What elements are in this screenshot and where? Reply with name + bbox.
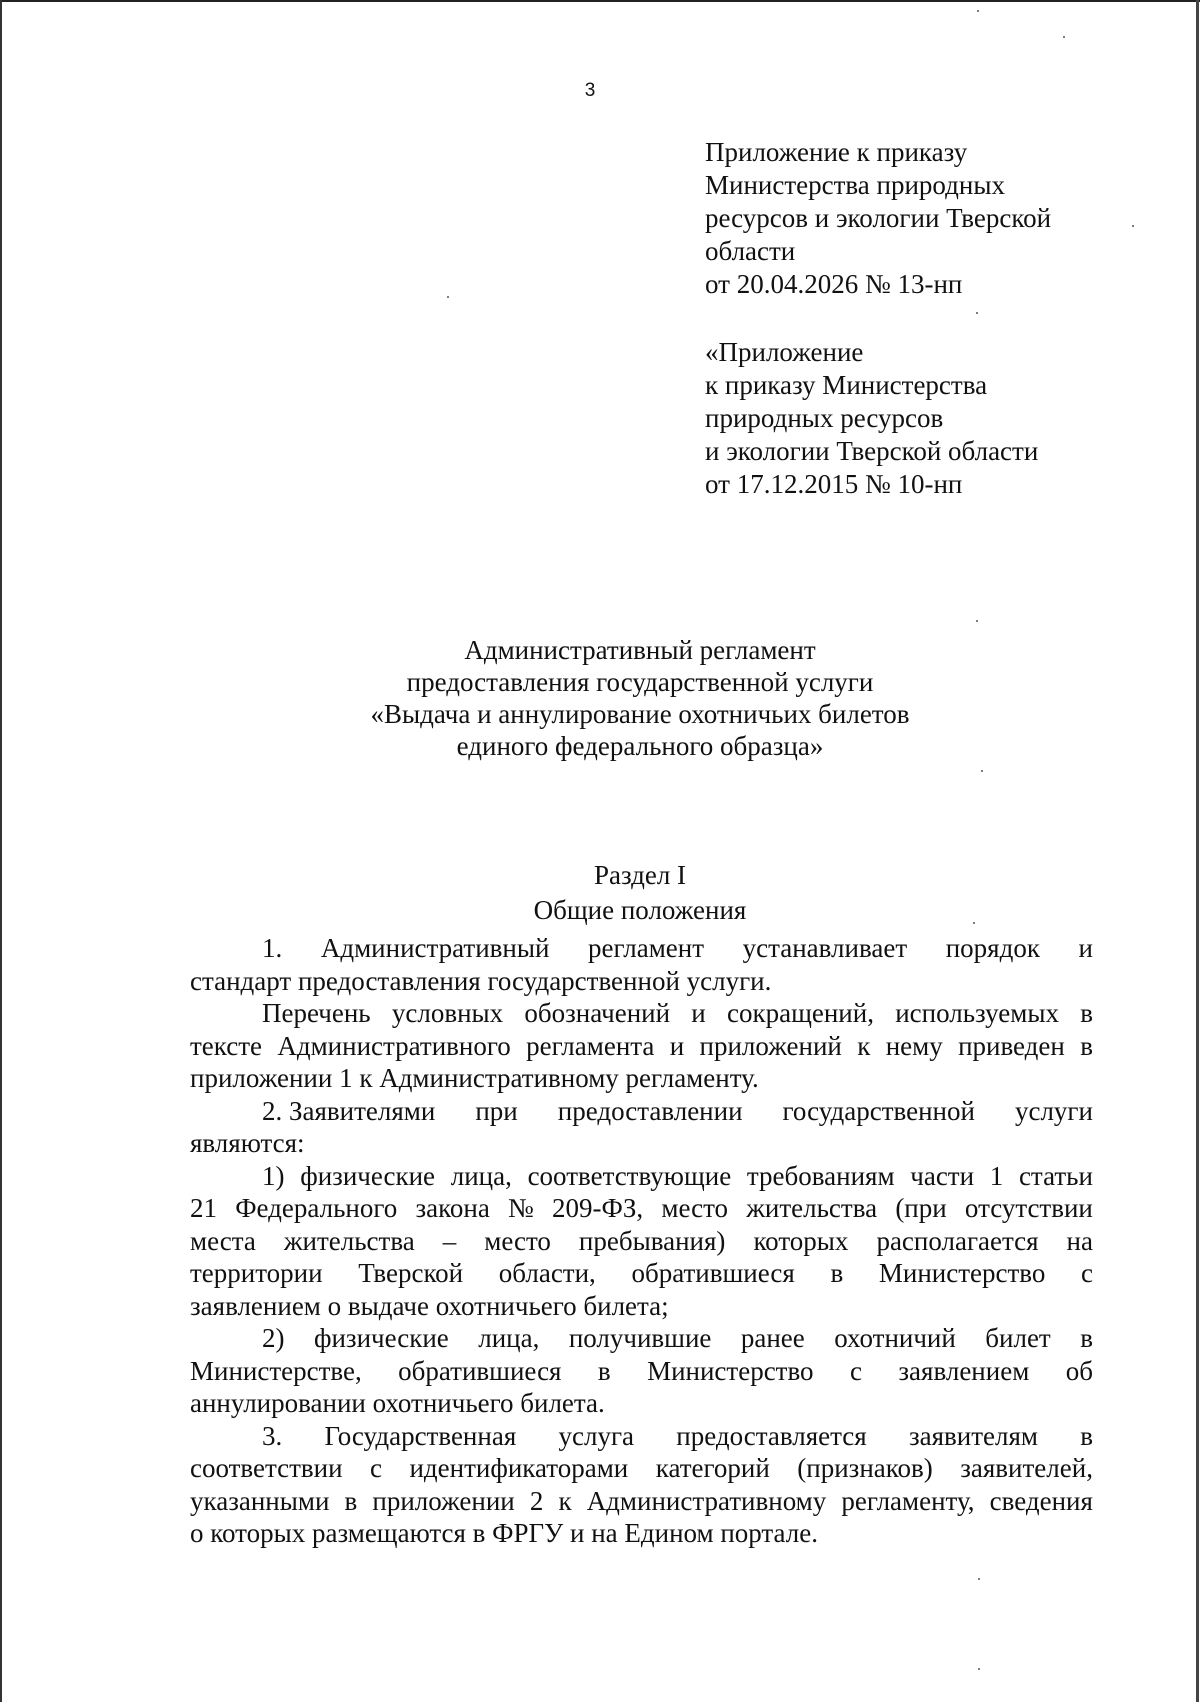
scan-speck: [977, 10, 979, 12]
body-word: жительства: [746, 1193, 878, 1223]
body-word: в: [597, 1355, 611, 1386]
body-line: [190, 1160, 1093, 1193]
body-word: стандарт предоставления государственной услуги.: [190, 965, 772, 996]
scan-edge-right: [1196, 0, 1199, 1702]
body-word: 1): [262, 1160, 285, 1191]
body-word: сокращений,: [726, 998, 874, 1028]
body-word: и: [1078, 933, 1093, 963]
scan-speck: [978, 1578, 980, 1580]
body-word: с: [370, 1453, 383, 1483]
body-word: области,: [498, 1258, 596, 1288]
body-word: Тверской: [358, 1258, 464, 1288]
body-word: 209-ФЗ,: [552, 1193, 644, 1223]
body-word: билет: [985, 1323, 1051, 1353]
body-word: условных: [391, 998, 504, 1028]
body-line: [190, 1322, 1093, 1355]
body-word: пребывания): [578, 1225, 726, 1256]
appendix-original-line: «Приложение: [705, 337, 864, 367]
body-word: заявителям: [908, 1420, 1038, 1451]
title-line: Административный регламент: [464, 635, 816, 665]
body-word: №: [508, 1193, 534, 1223]
body-word: (при: [895, 1193, 947, 1223]
body-line: [190, 1290, 1093, 1323]
section-heading: [440, 858, 840, 928]
body-word: в: [1080, 1420, 1093, 1451]
appendix-current-line: от 20.04.2026 № 13-нп: [705, 269, 963, 299]
scan-speck: [976, 312, 978, 314]
body-line: [190, 1030, 1093, 1063]
body-word: и: [669, 1030, 685, 1061]
body-word: жительства: [283, 1225, 415, 1256]
body-word: идентификаторами: [409, 1453, 629, 1483]
body-word: с: [1081, 1258, 1093, 1288]
appendix-current-line: Министерства природных: [705, 170, 1005, 200]
body-word: указанными: [190, 1485, 330, 1516]
body-line: [190, 965, 1093, 998]
body-line: [190, 1192, 1093, 1225]
body-line: [190, 1517, 1093, 1550]
body-line: [190, 1095, 1093, 1128]
scan-speck: [447, 296, 449, 298]
body-word: Государственная: [324, 1420, 517, 1451]
body-word: в: [344, 1485, 358, 1516]
body-word: заявлением о выдаче охотничьего билета;: [190, 1290, 669, 1321]
body-word: заявителей,: [960, 1453, 1093, 1483]
body-word: отсутствии: [964, 1193, 1093, 1223]
scan-edge-top: [0, 0, 1200, 2]
scan-speck: [1063, 36, 1065, 38]
body-word: приложении: [372, 1485, 515, 1516]
body-word: обратившиеся: [631, 1258, 795, 1288]
document-title: [300, 634, 980, 762]
body-word: приложении 1 к Административному регламенту.: [190, 1063, 759, 1093]
body-word: Министерстве,: [190, 1355, 362, 1386]
appendix-current-line: Приложение к приказу: [705, 137, 968, 167]
body-word: 21: [190, 1193, 217, 1223]
body-word: Перечень: [262, 998, 371, 1028]
page-number: 3: [584, 80, 596, 101]
body-word: используемых: [895, 998, 1059, 1028]
body-word: предоставлении: [557, 1095, 743, 1126]
body-word: –: [442, 1225, 457, 1256]
appendix-original-line: к приказу Министерства: [705, 370, 988, 400]
body-word: Административного: [277, 1030, 511, 1061]
body-word: приведен: [958, 1030, 1065, 1061]
appendix-current-line: ресурсов и экологии Тверской: [705, 203, 1052, 233]
body-line: [190, 1062, 1093, 1095]
body-word: 2. Заявителями: [262, 1095, 436, 1126]
body-word: 3.: [262, 1420, 283, 1451]
body-word: к: [857, 1030, 871, 1061]
appendix-current-block: [705, 136, 1051, 301]
body-word: в: [1080, 998, 1093, 1028]
body-word: располагается: [876, 1225, 1039, 1256]
body-word: 1.: [262, 933, 283, 963]
body-word: требованиям: [746, 1160, 895, 1191]
body-word: к: [558, 1485, 572, 1516]
scan-speck: [1132, 225, 1134, 227]
body-word: регламент: [588, 933, 705, 963]
body-word: Федерального: [235, 1193, 398, 1223]
body-word: обратившиеся: [398, 1355, 562, 1386]
body-word: Административному: [586, 1485, 827, 1516]
body-word: обозначений: [524, 998, 671, 1028]
body-word: являются:: [190, 1128, 305, 1158]
body-line: [190, 932, 1093, 965]
body-word: получившие: [568, 1323, 712, 1353]
body-word: территории: [190, 1258, 323, 1288]
body-word: об: [1065, 1355, 1093, 1386]
appendix-original-line: природных ресурсов: [705, 403, 944, 433]
body-word: нему: [885, 1030, 943, 1061]
body-word: и: [691, 998, 706, 1028]
body-word: ранее: [740, 1323, 805, 1353]
body-line: [190, 1387, 1093, 1420]
body-word: регламенту,: [841, 1485, 975, 1516]
section-number: Раздел I: [593, 860, 687, 890]
body-word: Министерство: [647, 1355, 814, 1386]
body-word: 2): [262, 1323, 285, 1353]
scan-speck: [973, 922, 975, 924]
scan-speck: [981, 770, 983, 772]
body-line: [190, 997, 1093, 1030]
body-word: услуга: [558, 1420, 635, 1451]
scan-speck: [978, 1668, 980, 1670]
body-line: [190, 1420, 1093, 1453]
body-word: в: [830, 1258, 844, 1288]
body-line: [190, 1257, 1093, 1290]
section-name: Общие положения: [533, 895, 747, 925]
appendix-current-line: области: [705, 236, 796, 266]
body-word: статьи: [1018, 1160, 1093, 1191]
body-word: в: [1080, 1030, 1093, 1061]
body-word: порядок: [945, 933, 1040, 963]
body-word: категорий: [655, 1453, 770, 1483]
body-word: о которых размещаются в ФРГУ и на Едином портале.: [190, 1518, 818, 1548]
body-word: охотничий: [834, 1323, 956, 1353]
body-line: [190, 1452, 1093, 1485]
body-word: заявлением: [898, 1355, 1030, 1386]
body-word: тексте: [190, 1030, 262, 1061]
body-word: 1: [989, 1160, 1004, 1191]
body-word: лица,: [450, 1160, 512, 1191]
appendix-original-line: и экологии Тверской области: [705, 436, 1039, 466]
body-word: части: [910, 1160, 975, 1191]
body-word: в: [1080, 1323, 1093, 1353]
body-word: при: [475, 1095, 518, 1126]
body-word: соответствии: [190, 1453, 343, 1483]
body-word: закона: [415, 1193, 490, 1223]
appendix-original-line: от 17.12.2015 № 10-нп: [705, 469, 963, 499]
body-line: [190, 1225, 1093, 1258]
title-line: предоставления государственной услуги: [406, 667, 874, 697]
body-word: физические: [300, 1160, 436, 1191]
body-word: услуги: [1014, 1095, 1093, 1126]
scan-speck: [976, 620, 978, 622]
body-word: с: [849, 1355, 862, 1386]
body-word: Министерство: [878, 1258, 1046, 1288]
scan-edge-left: [0, 0, 2, 1702]
body-word: места: [190, 1225, 256, 1256]
body-word: место: [484, 1225, 551, 1256]
body-line: [190, 1355, 1093, 1388]
body-word: устанавливает: [742, 933, 908, 963]
title-line: «Выдача и аннулирование охотничьих билетов: [370, 699, 910, 729]
body-word: (признаков): [797, 1453, 933, 1483]
body-word: физические: [313, 1323, 449, 1353]
appendix-original-block: [705, 336, 1038, 501]
body-text: [190, 932, 1093, 1550]
body-word: 2: [529, 1485, 544, 1516]
body-word: аннулировании охотничьего билета.: [190, 1388, 605, 1418]
title-line: единого федерального образца»: [456, 731, 824, 761]
body-word: место: [661, 1193, 729, 1223]
body-word: регламента: [526, 1030, 655, 1061]
body-word: приложений: [699, 1030, 842, 1061]
body-word: соответствующие: [527, 1160, 732, 1191]
body-word: на: [1066, 1225, 1093, 1256]
body-line: [190, 1485, 1093, 1518]
body-word: предоставляется: [676, 1420, 867, 1451]
body-word: сведения: [989, 1485, 1093, 1516]
body-word: которых: [753, 1225, 849, 1256]
body-word: государственной: [782, 1095, 975, 1126]
body-word: лица,: [478, 1323, 540, 1353]
body-line: [190, 1127, 1093, 1160]
body-word: Административный: [320, 933, 550, 963]
